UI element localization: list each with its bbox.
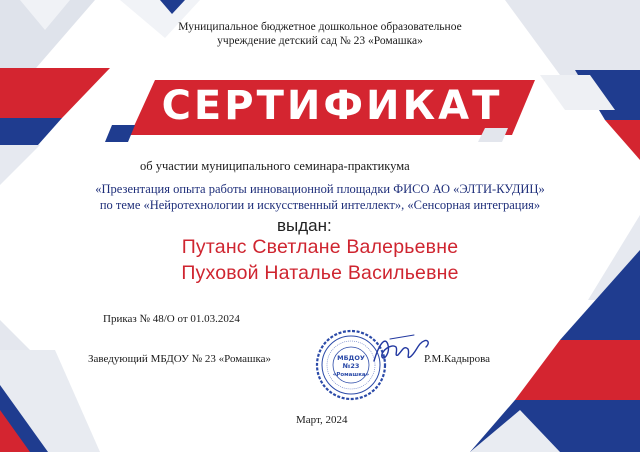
deco-shape	[0, 145, 40, 185]
deco-shape	[605, 120, 640, 160]
recipient-name: Путанс Светлане Валерьевне	[181, 236, 459, 258]
seal-text: МБДОУ	[337, 354, 365, 362]
deco-shape	[0, 118, 62, 145]
topic-line-1: «Презентация опыта работы инновационной площадки ФИСО АО «ЭЛТИ-КУДИЦ»	[95, 182, 545, 196]
issue-date: Март, 2024	[296, 414, 348, 426]
deco-shape	[105, 125, 135, 142]
order-reference: Приказ № 48/О от 01.03.2024	[103, 313, 240, 325]
deco-shape	[0, 68, 110, 118]
organization-line-2: учреждение детский сад № 23 «Ромашка»	[217, 35, 423, 47]
signature	[370, 331, 432, 369]
deco-shape	[515, 340, 640, 400]
certificate-subtitle: об участии муниципального семинара-практикума	[140, 159, 410, 173]
head-position: Заведующий МБДОУ № 23 «Ромашка»	[88, 353, 272, 365]
seal-text: №23	[342, 362, 360, 370]
head-name: Р.М.Кадырова	[424, 353, 491, 365]
topic-line-2: по теме «Нейротехнологии и искусственный интеллект», «Сенсорная интеграция»	[99, 198, 541, 212]
deco-shape	[0, 320, 30, 350]
organization-line-1: Муниципальное бюджетное дошкольное образовательное	[178, 21, 462, 33]
recipient-name: Пуховой Наталье Васильевне	[181, 262, 459, 284]
seal-text: «Ромашка»	[332, 372, 370, 378]
certificate-title: СЕРТИФИКАТ	[161, 83, 503, 129]
issued-to-label: выдан:	[277, 216, 332, 235]
